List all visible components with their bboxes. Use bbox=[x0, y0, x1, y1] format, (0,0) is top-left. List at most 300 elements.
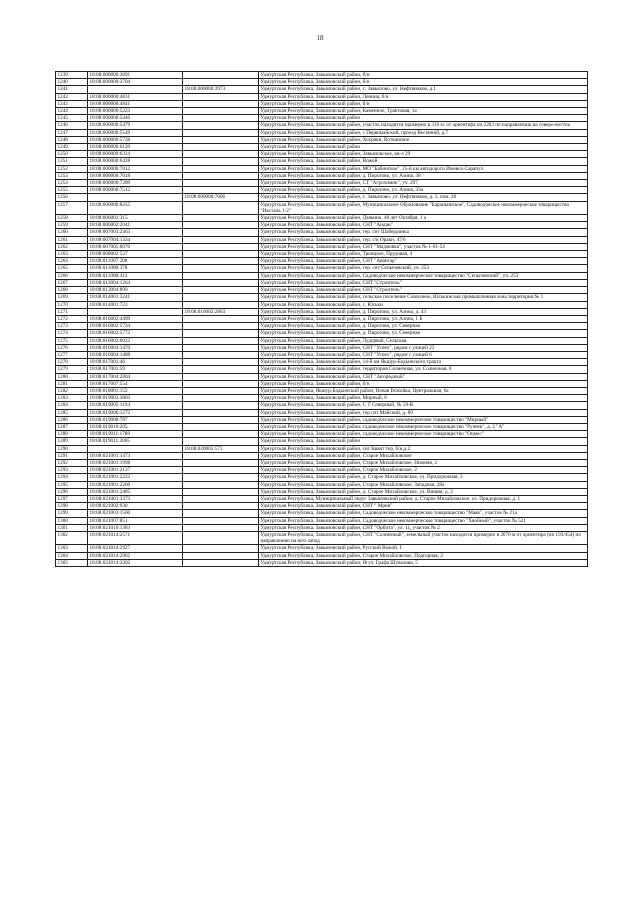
row-number: 1286 bbox=[56, 416, 88, 423]
cadastral-number: 18:08:016002:6022 bbox=[88, 337, 183, 344]
cadastral-number: 18:08:019011:2065 bbox=[88, 438, 183, 445]
table-row bbox=[56, 330, 588, 337]
cadastral-number: 18:08:021014:2927 bbox=[88, 545, 183, 552]
table-row bbox=[56, 79, 588, 86]
table-row bbox=[56, 524, 588, 531]
cadastral-number: 18:08:008002:537 bbox=[88, 251, 183, 258]
cadastral-number-alt bbox=[183, 122, 259, 129]
address: Удмуртская Республика, Завьяловский район, Муниципальное Образование "Бараньинское", Садоводческое некоммерческое товарищество "Иксталь 1-2" bbox=[259, 201, 588, 214]
address: Удмуртская Республика, Завьяловский район, б/н bbox=[259, 79, 588, 86]
address: Удмуртская Республика, Завьяловский район, СНТ "Загородный" bbox=[259, 373, 588, 380]
cadastral-number-alt bbox=[183, 315, 259, 322]
table-row bbox=[56, 122, 588, 129]
row-number: 1245 bbox=[56, 115, 88, 122]
address: Удмуртская Республика, Завьяловский район, Садоводческое некоммерческое товарищество "Хвойный", участок № 521 bbox=[259, 517, 588, 524]
address: Удмуртская Республика, Завьяловский район, б/н bbox=[259, 72, 588, 79]
row-number: 1258 bbox=[56, 215, 88, 222]
cadastral-number: 18:08:000000:4831 bbox=[88, 93, 183, 100]
address: Удмуртская Республика, Завьяловский район, тер. с/к Оракн, 47/6 bbox=[259, 236, 588, 243]
address: Удмуртская Республика, Завьяловский район, Мирный, 6 bbox=[259, 395, 588, 402]
address: Удмуртская Республика, Завьяловский район, садоводческое некоммерческое товарищество "Мирный" bbox=[259, 416, 588, 423]
row-number: 1273 bbox=[56, 323, 88, 330]
table-row bbox=[56, 108, 588, 115]
cadastral-number-alt bbox=[183, 359, 259, 366]
row-number: 1239 bbox=[56, 72, 88, 79]
cadastral-number-alt bbox=[183, 423, 259, 430]
row-number: 1244 bbox=[56, 108, 88, 115]
table-row bbox=[56, 308, 588, 315]
table-row bbox=[56, 517, 588, 524]
page-number: 18 bbox=[316, 34, 324, 42]
address: Удмуртская Республика, Якшур-Бодьинский район, Новая Вожойка, Центральная, 6а bbox=[259, 387, 588, 394]
cadastral-number-alt bbox=[183, 532, 259, 545]
table-row bbox=[56, 294, 588, 301]
cadastral-number: 18:08:021003:1560 bbox=[88, 510, 183, 517]
row-number: 1301 bbox=[56, 524, 88, 531]
row-number: 1272 bbox=[56, 315, 88, 322]
cadastral-number: 18:08:007003:2363 bbox=[88, 229, 183, 236]
cadastral-number-alt bbox=[183, 251, 259, 258]
table-row bbox=[56, 344, 588, 351]
address: Удмуртская Республика, Завьяловский район, участок находится примерно в 310 м. от ориентира пп 2203 по направлению на северо-восток bbox=[259, 122, 588, 129]
cadastral-number-alt bbox=[183, 100, 259, 107]
table-row bbox=[56, 151, 588, 158]
cadastral-number-alt bbox=[183, 474, 259, 481]
row-number: 1259 bbox=[56, 222, 88, 229]
cadastral-number: 18:08:016002:5772 bbox=[88, 330, 183, 337]
address: Удмуртская Республика, Завьяловский район, д. Пирогово, ул. Азина, 38 bbox=[259, 172, 588, 179]
address: Удмуртская Республика, Завьяловский район, СТ "Агрохимик", уч. 297 bbox=[259, 180, 588, 187]
cadastral-number-alt bbox=[183, 517, 259, 524]
cadastral-number-alt bbox=[183, 552, 259, 559]
row-number: 1303 bbox=[56, 545, 88, 552]
row-number: 1305 bbox=[56, 559, 88, 566]
table-row bbox=[56, 287, 588, 294]
cadastral-number: 18:08:000000:7512 bbox=[88, 187, 183, 194]
address: Удмуртская Республика, Завьяловский район, б/н bbox=[259, 380, 588, 387]
table-row bbox=[56, 559, 588, 566]
address: Удмуртская Республика, Завьяловский район, д. Пирогово, ул. Азина, д. 43 bbox=[259, 308, 588, 315]
table-row bbox=[56, 459, 588, 466]
cadastral-number-alt bbox=[183, 136, 259, 143]
row-number: 1247 bbox=[56, 129, 88, 136]
cadastral-number-alt bbox=[183, 187, 259, 194]
cadastral-number: 18:08:021001:2222 bbox=[88, 474, 183, 481]
table-row bbox=[56, 144, 588, 151]
address: Удмуртская Республика, Завьяловский район, С Т Северный, № 59-В bbox=[259, 402, 588, 409]
address: Удмуртская Республика, Завьяловский район, Старое Михайловское, Подгорная, 2 bbox=[259, 552, 588, 559]
cadastral-number: 18:08:017001:59 bbox=[88, 366, 183, 373]
address: Удмуртская Республика, Завьяловский район, д. Пирогово, ул. Азина, 1 Б bbox=[259, 315, 588, 322]
row-number: 1276 bbox=[56, 344, 88, 351]
cadastral-number-alt bbox=[183, 272, 259, 279]
registry-body bbox=[56, 72, 588, 567]
cadastral-number-alt bbox=[183, 287, 259, 294]
table-row bbox=[56, 279, 588, 286]
cadastral-number-alt bbox=[183, 222, 259, 229]
cadastral-number-alt bbox=[183, 366, 259, 373]
table-row bbox=[56, 467, 588, 474]
address: Удмуртская Республика, Завьяловский район, д. Пирогово, ул. Северная bbox=[259, 330, 588, 337]
row-number: 1260 bbox=[56, 229, 88, 236]
row-number: 1291 bbox=[56, 452, 88, 459]
row-number: 1275 bbox=[56, 337, 88, 344]
row-number: 1297 bbox=[56, 495, 88, 502]
cadastral-number-alt bbox=[183, 395, 259, 402]
cadastral-number-alt bbox=[183, 165, 259, 172]
cadastral-number-alt bbox=[183, 559, 259, 566]
address: Удмуртская Республика, Завьяловский район, садоводческое некоммерческое товарищество "Ручеек", д. 2 "А" bbox=[259, 423, 588, 430]
row-number: 1256 bbox=[56, 194, 88, 201]
address: Удмуртская Республика, Завьяловский район, с. Юськи bbox=[259, 301, 588, 308]
address: Удмуртская Республика, Завьяловский район, Садоводческое некоммерческое товарищество "Маяк", участок № 21а bbox=[259, 510, 588, 517]
address: Удмуртская Республика, Завьяловский район, СНТ "Орбита", ул. 11, участок № 2 bbox=[259, 524, 588, 531]
cadastral-number-alt bbox=[183, 279, 259, 286]
cadastral-number: 18:08:021002:930 bbox=[88, 503, 183, 510]
cadastral-number: 18:08:000000:7289 bbox=[88, 180, 183, 187]
address: Удмуртская Республика, Завьяловский район, СНТ "Успех", рядом с улицей 6 bbox=[259, 351, 588, 358]
row-number: 1252 bbox=[56, 165, 88, 172]
address: Удмуртская Республика, Завьяловский район, СНТ "Строитель" bbox=[259, 287, 588, 294]
table-row bbox=[56, 158, 588, 165]
address: Удмуртская Республика, Завьяловский район, Каменное, Трактовая, 1а bbox=[259, 108, 588, 115]
table-row bbox=[56, 373, 588, 380]
cadastral-number-alt bbox=[183, 459, 259, 466]
cadastral-number-alt bbox=[183, 215, 259, 222]
cadastral-number-alt bbox=[183, 158, 259, 165]
address: Удмуртская Республика, Завьяловский район, тер снт Майский, д. 89 bbox=[259, 409, 588, 416]
table-row bbox=[56, 395, 588, 402]
cadastral-number bbox=[88, 445, 183, 452]
cadastral-number: 18:08:019010:205 bbox=[88, 423, 183, 430]
address: Удмуртская Республика, Завьяловский район, с. Завьялово, ул. Нефтяников, д. 1, пом. 26 bbox=[259, 194, 588, 201]
cadastral-number-alt bbox=[183, 151, 259, 158]
cadastral-number-alt bbox=[183, 438, 259, 445]
cadastral-number-alt bbox=[183, 337, 259, 344]
row-number: 1271 bbox=[56, 308, 88, 315]
table-row bbox=[56, 301, 588, 308]
row-number: 1243 bbox=[56, 100, 88, 107]
address: Удмуртская Республика, Завьяловский район, 14-й км Якшур-Бодьинского тракта bbox=[259, 359, 588, 366]
cadastral-number: 18:08:021014:2962 bbox=[88, 552, 183, 559]
cadastral-number: 18:08:021001:2137 bbox=[88, 467, 183, 474]
table-row bbox=[56, 222, 588, 229]
cadastral-number-alt bbox=[183, 488, 259, 495]
cadastral-number: 18:08:014001:723 bbox=[88, 301, 183, 308]
cadastral-number-alt bbox=[183, 243, 259, 250]
row-number: 1255 bbox=[56, 187, 88, 194]
table-row bbox=[56, 423, 588, 430]
table-row bbox=[56, 510, 588, 517]
row-number: 1304 bbox=[56, 552, 88, 559]
address: Удмуртская Республика, Завьяловский район, Старое Михайловское bbox=[259, 452, 588, 459]
row-number: 1274 bbox=[56, 330, 88, 337]
row-number: 1264 bbox=[56, 258, 88, 265]
cadastral-number-alt bbox=[183, 172, 259, 179]
row-number: 1290 bbox=[56, 445, 88, 452]
cadastral-number-alt bbox=[183, 467, 259, 474]
cadastral-number: 18:08:000000:5446 bbox=[88, 115, 183, 122]
cadastral-number: 18:08:017001:46 bbox=[88, 359, 183, 366]
row-number: 1269 bbox=[56, 294, 88, 301]
table-row bbox=[56, 532, 588, 545]
cadastral-number-alt bbox=[183, 402, 259, 409]
cadastral-registry-table bbox=[55, 71, 588, 567]
cadastral-number-alt bbox=[183, 330, 259, 337]
table-row bbox=[56, 402, 588, 409]
row-number: 1270 bbox=[56, 301, 88, 308]
table-row bbox=[56, 481, 588, 488]
cadastral-number-alt bbox=[183, 129, 259, 136]
cadastral-number: 18:08:006001:315 bbox=[88, 215, 183, 222]
cadastral-number: 18:08:021001:1473 bbox=[88, 452, 183, 459]
table-row bbox=[56, 229, 588, 236]
cadastral-number-alt bbox=[183, 387, 259, 394]
row-number: 1241 bbox=[56, 86, 88, 93]
cadastral-number-alt bbox=[183, 431, 259, 438]
cadastral-number-alt bbox=[183, 409, 259, 416]
cadastral-number: 18:08:018001:152 bbox=[88, 387, 183, 394]
cadastral-number: 18:08:019006:1272 bbox=[88, 409, 183, 416]
cadastral-number: 18:08:000000:5479 bbox=[88, 122, 183, 129]
row-number: 1250 bbox=[56, 151, 88, 158]
cadastral-number: 18:08:000000:5223 bbox=[88, 108, 183, 115]
table-row bbox=[56, 474, 588, 481]
cadastral-number: 18:08:000000:6428 bbox=[88, 158, 183, 165]
cadastral-number-alt bbox=[183, 265, 259, 272]
cadastral-number: 18:08:021001:3373 bbox=[88, 495, 183, 502]
address: Удмуртская Республика, Завьяловский район, территория Солнечная, ул. Солнечная, 8 bbox=[259, 366, 588, 373]
row-number: 1294 bbox=[56, 474, 88, 481]
cadastral-number-alt: 18:08:000000:3973 bbox=[183, 86, 259, 93]
table-row bbox=[56, 265, 588, 272]
address: Удмуртская Республика, Завьяловский район bbox=[259, 144, 588, 151]
cadastral-number: 18:08:000000:5549 bbox=[88, 129, 183, 136]
cadastral-number-alt bbox=[183, 201, 259, 214]
cadastral-number: 18:08:011008:413 bbox=[88, 272, 183, 279]
address: Удмуртская Республика, Завьяловский район, Русский Вожой, 1 bbox=[259, 545, 588, 552]
address: Удмуртская Республика, Завьяловский район, Ягул, Графа Шувалова, 5 bbox=[259, 559, 588, 566]
row-number: 1240 bbox=[56, 79, 88, 86]
cadastral-number: 18:08:019003:3803 bbox=[88, 395, 183, 402]
cadastral-number: 18:08:021010:1383 bbox=[88, 524, 183, 531]
cadastral-number-alt bbox=[183, 294, 259, 301]
row-number: 1249 bbox=[56, 144, 88, 151]
table-row bbox=[56, 503, 588, 510]
row-number: 1288 bbox=[56, 431, 88, 438]
address: Удмуртская Республика, Завьяловский район, СНТ "Строитель" bbox=[259, 279, 588, 286]
row-number: 1298 bbox=[56, 503, 88, 510]
table-row bbox=[56, 236, 588, 243]
cadastral-number-alt bbox=[183, 180, 259, 187]
address: Удмуртская Республика, Завьяловский район, Старое Михайловское, 2 bbox=[259, 467, 588, 474]
cadastral-number: 18:08:021001:2485 bbox=[88, 488, 183, 495]
table-row bbox=[56, 366, 588, 373]
row-number: 1280 bbox=[56, 373, 88, 380]
row-number: 1246 bbox=[56, 122, 88, 129]
table-row bbox=[56, 136, 588, 143]
table-row bbox=[56, 438, 588, 445]
table-row bbox=[56, 72, 588, 79]
row-number: 1242 bbox=[56, 93, 88, 100]
cadastral-number-alt bbox=[183, 481, 259, 488]
row-number: 1265 bbox=[56, 265, 88, 272]
cadastral-number: 18:08:016002:4499 bbox=[88, 315, 183, 322]
table-row bbox=[56, 409, 588, 416]
table-row bbox=[56, 187, 588, 194]
cadastral-number: 18:08:021001:2260 bbox=[88, 481, 183, 488]
row-number: 1283 bbox=[56, 395, 88, 402]
address: Удмуртская Республика, Завьяловский район, СНТ "Авангар" bbox=[259, 258, 588, 265]
cadastral-number: 18:08:007005:8070 bbox=[88, 243, 183, 250]
table-row bbox=[56, 545, 588, 552]
table-row bbox=[56, 315, 588, 322]
address: Удмуртская Республика, Завьяловский район, СНТ "Солнечный", земельный участок находится примерно в 2670 м от ориентира (пп 193/454) по направлению на юго-запад bbox=[259, 532, 588, 545]
row-number: 1277 bbox=[56, 351, 88, 358]
row-number: 1285 bbox=[56, 409, 88, 416]
address: Удмуртская Республика, Завьяловский район, Ленина, б/н bbox=[259, 93, 588, 100]
table-row bbox=[56, 445, 588, 452]
address: Удмуртская Республика, Завьяловский район, Завьяловское, кв-л 29 bbox=[259, 151, 588, 158]
address: Удмуртская Республика, Завьяловский район, д. Старое Михайловское, ул. Придорожная, 3 bbox=[259, 474, 588, 481]
row-number: 1292 bbox=[56, 459, 88, 466]
cadastral-number-alt bbox=[183, 115, 259, 122]
table-row bbox=[56, 351, 588, 358]
address: Удмуртская Республика, Завьяловский район, Садоводческое некоммерческое товарищество "Сепычевский", уч. 253 bbox=[259, 272, 588, 279]
table-row bbox=[56, 387, 588, 394]
cadastral-number-alt bbox=[183, 144, 259, 151]
row-number: 1262 bbox=[56, 243, 88, 250]
table-row bbox=[56, 165, 588, 172]
cadastral-number-alt bbox=[183, 229, 259, 236]
cadastral-number: 18:08:000000:4841 bbox=[88, 100, 183, 107]
address: Удмуртская Республика, Завьяловский район, д. Пирогово, ул. Северная bbox=[259, 323, 588, 330]
address: Удмуртская Республика, Завьяловский район, Хохряки, Вотканское bbox=[259, 136, 588, 143]
address: Удмуртская Республика, Завьяловский район, с. Завьялово, ул. Нефтяников, д.1 bbox=[259, 86, 588, 93]
row-number: 1300 bbox=[56, 517, 88, 524]
address: Удмуртская Республика, Завьяловский район, тер. снт Шабердинка bbox=[259, 229, 588, 236]
cadastral-number-alt: 18:08:020005:573 bbox=[183, 445, 259, 452]
address: Удмуртская Республика, Завьяловский район, садоводческое некоммерческое товарищество "Оцмес" bbox=[259, 431, 588, 438]
cadastral-number: 18:08:013004:899 bbox=[88, 287, 183, 294]
cadastral-number: 18:08:011007:208 bbox=[88, 258, 183, 265]
row-number: 1261 bbox=[56, 236, 88, 243]
cadastral-number: 18:08:000000:8255 bbox=[88, 201, 183, 214]
row-number: 1299 bbox=[56, 510, 88, 517]
cadastral-number-alt bbox=[183, 344, 259, 351]
row-number: 1251 bbox=[56, 158, 88, 165]
address: Удмуртская Республика, Завьяловский район, д. Пирогово, ул. Азина, 33а bbox=[259, 187, 588, 194]
table-row bbox=[56, 323, 588, 330]
address: Удмуртская Республика, Завьяловский район bbox=[259, 115, 588, 122]
row-number: 1293 bbox=[56, 467, 88, 474]
address: Удмуртская Республика, Завьяловский район, с Первомайский, проезд Весенний, д.7 bbox=[259, 129, 588, 136]
address: Удмуртская Республика, Завьяловский район, СНТ "Успех", рядом с улицей 22 bbox=[259, 344, 588, 351]
cadastral-number-alt bbox=[183, 545, 259, 552]
cadastral-number-alt bbox=[183, 524, 259, 531]
cadastral-number-alt bbox=[183, 72, 259, 79]
table-row bbox=[56, 380, 588, 387]
cadastral-number-alt bbox=[183, 510, 259, 517]
cadastral-number-alt bbox=[183, 108, 259, 115]
table-row bbox=[56, 452, 588, 459]
row-number: 1287 bbox=[56, 423, 88, 430]
address: Удмуртская Республика, Муниципальный округ Завьяловский район, д. Старое Михайловское, ул. Придорожная, д. 1 bbox=[259, 495, 588, 502]
cadastral-number bbox=[88, 194, 183, 201]
cadastral-number: 18:08:007004:1334 bbox=[88, 236, 183, 243]
cadastral-number: 18:08:000000:6120 bbox=[88, 144, 183, 151]
address: Удмуртская Республика, Завьяловский район, тер. снт Сепычевский, уч. 253 bbox=[259, 265, 588, 272]
table-row bbox=[56, 431, 588, 438]
row-number: 1278 bbox=[56, 359, 88, 366]
cadastral-number-alt bbox=[183, 323, 259, 330]
table-row bbox=[56, 86, 588, 93]
table-row bbox=[56, 488, 588, 495]
cadastral-number-alt bbox=[183, 258, 259, 265]
row-number: 1281 bbox=[56, 380, 88, 387]
address: Удмуртская Республика, Завьяловский район, б/н bbox=[259, 100, 588, 107]
cadastral-number-alt: 18:08:000000:7606 bbox=[183, 194, 259, 201]
cadastral-number: 18:08:000000:7012 bbox=[88, 165, 183, 172]
table-row bbox=[56, 416, 588, 423]
row-number: 1302 bbox=[56, 532, 88, 545]
cadastral-number-alt bbox=[183, 93, 259, 100]
table-row bbox=[56, 359, 588, 366]
address: Удмуртская Республика, Завьяловский район, СНТ " Мрия" bbox=[259, 503, 588, 510]
address: Удмуртская Республика, Завьяловский район, сельское поселение Совхозное, Юськинская промышленная зона территория № 1 bbox=[259, 294, 588, 301]
address: Удмуртская Республика, Завьяловский район, Вожой bbox=[259, 158, 588, 165]
table-row bbox=[56, 93, 588, 100]
table-row bbox=[56, 194, 588, 201]
table-row bbox=[56, 272, 588, 279]
cadastral-number: 18:08:021001:1998 bbox=[88, 459, 183, 466]
cadastral-number: 18:08:013004:1264 bbox=[88, 279, 183, 286]
address: Удмуртская Республика, Завьяловский район bbox=[259, 438, 588, 445]
cadastral-number: 18:08:000000:6324 bbox=[88, 151, 183, 158]
row-number: 1282 bbox=[56, 387, 88, 394]
cadastral-number: 18:08:016004:1470 bbox=[88, 344, 183, 351]
cadastral-number-alt bbox=[183, 503, 259, 510]
row-number: 1295 bbox=[56, 481, 88, 488]
cadastral-number: 18:08:019008:787 bbox=[88, 416, 183, 423]
cadastral-number-alt bbox=[183, 351, 259, 358]
row-number: 1296 bbox=[56, 488, 88, 495]
cadastral-number-alt bbox=[183, 416, 259, 423]
table-row bbox=[56, 129, 588, 136]
table-row bbox=[56, 180, 588, 187]
table-row bbox=[56, 115, 588, 122]
cadastral-number: 18:08:021014:2571 bbox=[88, 532, 183, 545]
cadastral-number: 18:08:017007:554 bbox=[88, 380, 183, 387]
address: Удмуртская Республика, Завьяловский район, Троицкое, Прудовая, 4 bbox=[259, 251, 588, 258]
address: Удмуртская Республика, Завьяловский район, Лудорвай, Сельская bbox=[259, 337, 588, 344]
cadastral-number-alt bbox=[183, 236, 259, 243]
row-number: 1279 bbox=[56, 366, 88, 373]
table-row bbox=[56, 258, 588, 265]
address: Удмуртская Республика, Завьяловский район, Старое Михайловское, Западная, 28а bbox=[259, 481, 588, 488]
cadastral-number-alt bbox=[183, 495, 259, 502]
address: Удмуртская Республика, Завьяловский район, МО "Бабинское", 25-й км автодороги Ижевск-Сарапул bbox=[259, 165, 588, 172]
row-number: 1268 bbox=[56, 287, 88, 294]
address: Удмуртская Республика, Завьяловский район, Дзякино, 40 лет Октября, 1 а bbox=[259, 215, 588, 222]
cadastral-number: 18:08:019005:1194 bbox=[88, 402, 183, 409]
row-number: 1266 bbox=[56, 272, 88, 279]
address: Удмуртская Республика, Завьяловский район, снт Квант тер, б/н,д.2 bbox=[259, 445, 588, 452]
address: Удмуртская Республика, Завьяловский район, д. Старое Михайловское, ул. Вишня, д. 2 bbox=[259, 488, 588, 495]
cadastral-number: 18:08:016004:1488 bbox=[88, 351, 183, 358]
cadastral-number: 18:08:000000:3704 bbox=[88, 79, 183, 86]
cadastral-number: 18:08:006002:2041 bbox=[88, 222, 183, 229]
